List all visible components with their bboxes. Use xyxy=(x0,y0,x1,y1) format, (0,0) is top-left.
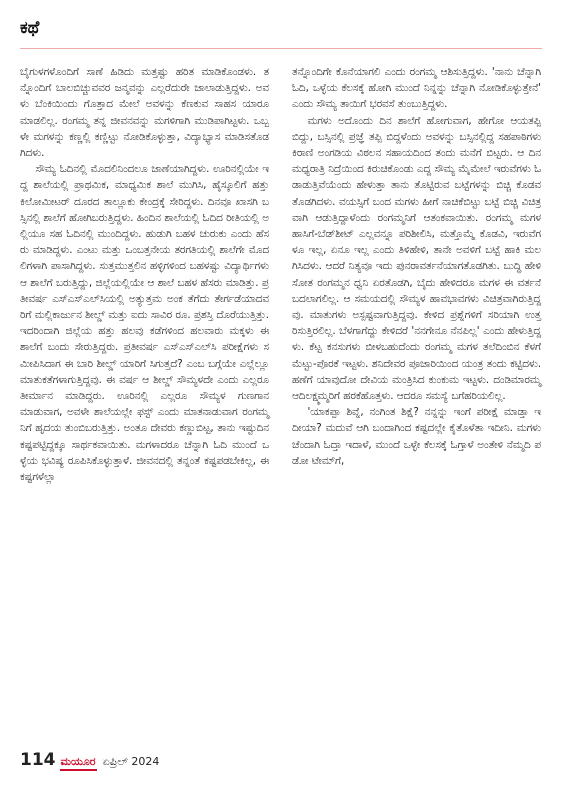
paragraph: ಸೌಮ್ಯ ಓದಿನಲ್ಲಿ ಮೊದಲಿನಿಂದಲೂ ಜಾಣೆಯಾಗಿದ್ದಳು. ಊರಿನಲ್ಲಿಯೇ ಇದ್ದ ಶಾಲೆಯಲ್ಲಿ ಪ್ರಾಥಮಿಕ, ಮಾಧ್ಯಮಿಕ ಶಾಲೆ ಮುಗಿಸಿ, ಹೈಸ್ಕೂಲಿಗೆ ಹತ್ತು ಕಿಲೋಮೀಟರ್ ದೂರದ ತಾಲ್ಲೂಕು ಕೇಂದ್ರಕ್ಕೆ ಸೇರಿದ್ದಳು. ದಿನವೂ ಖಾಸಗಿ ಬಸ್ಸಿನಲ್ಲಿ ಶಾಲೆಗೆ ಹೋಗಿಬರುತ್ತಿದ್ದಳು. ಹಿಂದಿನ ಶಾಲೆಯಲ್ಲಿ ಓದಿದ ರೀತಿಯಲ್ಲಿ ಅಲ್ಲಿಯೂ ಸಹ ಓದಿನಲ್ಲಿ ಮುಂದಿದ್ದಳು. ಹುಡುಗಿ ಬಹಳ ಚುರುಕು ಎಂದು ಹೆಸರು ಮಾಡಿದ್ದಳು. ಎಂಟು ಮತ್ತು ಒಂಬತ್ತನೇಯ ತರಗತಿಯಲ್ಲಿ ಶಾಲೆಗೇ ಮೊದಲಿಗಳಾಗಿ ಪಾಸಾಗಿದ್ದಳು. ಸುತ್ತಮುತ್ತಲಿನ ಹಳ್ಳಿಗಳಿಂದ ಬಹಳಷ್ಟು ವಿದ್ಯಾರ್ಥಿಗಳು ಆ ಶಾಲೆಗೆ ಬರುತ್ತಿದ್ದು, ಜಿಲ್ಲೆಯಲ್ಲಿಯೇ ಆ ಶಾಲೆ ಬಹಳ ಹೆಸರು ಮಾಡಿತ್ತು. ಪ್ರತೀವರ್ಷ ಎಸ್‌ಎಸ್‌ಎಲ್‌ಸಿಯಲ್ಲಿ ಅತ್ಯುತ್ತಮ ಅಂಕ ತೆಗೆದು ತೇರ್ಗಡೆಯಾದವರಿಗೆ ಮಲ್ಲಿಕಾರ್ಜುನ ಶೀಲ್ಡ್ ಮತ್ತು ಐದು ಸಾವಿರ ರೂ. ಪ್ರಶಸ್ತಿ ದೊರೆಯುತ್ತಿತ್ತು. ಇದರಿಂದಾಗಿ ಜಿಲ್ಲೆಯ ಹತ್ತು ಹಲವು ಕಡೆಗಳಿಂದ ಹಲವಾರು ಮಕ್ಕಳು ಈ ಶಾಲೆಗೆ ಬಂದು ಸೇರುತ್ತಿದ್ದರು. ಪ್ರತೀವರ್ಷ ಎಸ್‌ಎಸ್‌ಎಲ್‌ಸಿ ಪರೀಕ್ಷೆಗಳು ಸಮೀಪಿಸಿದಾಗ ಈ ಬಾರಿ ಶೀಲ್ಡ್ ಯಾರಿಗೆ ಸಿಗುತ್ತದೆ? ಎಂಬ ಬಗ್ಗೆಯೇ ಎಲ್ಲೆಲ್ಲೂ ಮಾತುಕತೆಗಳಾಗುತ್ತಿದ್ದವು. ಈ ವರ್ಷ ಆ ಶೀಲ್ಡ್ ಸೌಮ್ಯಳದೇ ಎಂದು ಎಲ್ಲರೂ ತೀರ್ಮಾನ ಮಾಡಿದ್ದರು. ಊರಿನಲ್ಲಿ ಎಲ್ಲರೂ ಸೌಮ್ಯಳ ಗುಣಗಾನ ಮಾಡುವಾಗ, ಅವಳೇ ಶಾಲೆಯಲ್ಲೇ ಫಸ್ಟ್ ಎಂದು ಮಾತನಾಡುವಾಗ ರಂಗಮ್ಮನಿಗೆ ಹೃದಯ ತುಂಬಿಬರುತ್ತಿತ್ತು. ಅಂತೂ ದೇವರು ಕಣ್ಣುಬಿಟ್ಟ, ತಾನು ಇಷ್ಟುದಿನ ಕಷ್ಟಪಟ್ಟಿದ್ದಕ್ಕೂ ಸಾರ್ಥಕವಾಯಿತು. ಮಗಳಾದರೂ ಚೆನ್ನಾಗಿ ಓದಿ ಮುಂದೆ ಒಳ್ಳೆಯ ಭವಿಷ್ಯ ರೂಪಿಸಿಕೊಳ್ಳುತ್ತಾಳೆ. ಜೀವನದಲ್ಲಿ ತನ್ನಂತೆ ಕಷ್ಟಪಡಬೇಕಿಲ್ಲ, ಈ ಕಷ್ಟಗಳೆಲ್ಲಾ xyxy=(20,163,269,484)
paragraph: ಬೈಗುಳಗಳೊಂದಿಗೆ ಸಾಣೆ ಹಿಡಿದು ಮತ್ತಷ್ಟು ಹರಿತ ಮಾಡಿಕೊಂಡಳು. ತನ್ನೊಂದಿಗೆ ಬಾಲಬಿಚ್ಚುವವರ ಜನ್ಮವನ್ನು ಎಲ್ಲರೆದುರೇ ಜಾಲಾಡುತ್ತಿದ್ದಳು. ಅವಳು ಬೆಂಕಿಯಿಂದು ಗೊತ್ತಾದ ಮೇಲೆ ಅವಳನ್ನು ಕೆಣಕುವ ಸಾಹಸ ಯಾರೂ ಮಾಡಲಿಲ್ಲ. ರಂಗಮ್ಮ ತನ್ನ ಜೀವನವನ್ನು ಮಗಳಿಗಾಗಿ ಮುಡಿಪಾಗಿಟ್ಟಳು. ಒಬ್ಬಳೇ ಮಗಳನ್ನು ಕಣ್ಣಲ್ಲಿ ಕಣ್ಣಿಟ್ಟು ನೋಡಿಕೊಳ್ಳುತ್ತಾ, ವಿದ್ಯಾಭ್ಯಾಸ ಮಾಡಿಸತೊಡಗಿದಳು. xyxy=(20,66,269,160)
section-title: ಕಥೆ xyxy=(20,18,40,38)
paragraph: 'ಯಾಕಪ್ಪಾ ಶಿವ್ನೆ, ನಂಗಿಂತ ಶಿಕ್ಷೆ? ನನ್ನನ್ನು ಇಂಗೆ ಪರೀಕ್ಷೆ ಮಾಡ್ತಾ ಇದೀಯಾ? ಮದುವೆ ಆಗಿ ಬಂದಾಗಿಂದ ಕಷ್ಟದಲ್ಲೇ ಕೈತೊಳೆತಾ ಇದೀನಿ. ಮಗಳು ಚೆಂದಾಗಿ ಓದ್ತಾ ಇದಾಳೆ, ಮುಂದೆ ಒಳ್ಳೇ ಕೆಲಸಕ್ಕೆ ಓಗ್ತಾಳೆ ಅಂತೇಳಿ ನೆಮ್ಮದಿ ಪಡೋ ಟೇಮ್‌ಗೆ, xyxy=(292,406,541,467)
issue-date: ಏಪ್ರಿಲ್ 2024 xyxy=(102,755,160,768)
paragraph: ತನ್ನೊಂದಿಗೇ ಕೊನೆಯಾಗಲಿ ಎಂದು ರಂಗಮ್ಮ ಆಶಿಸುತ್ತಿದ್ದಳು. 'ನಾನು ಚೆನ್ನಾಗಿ ಓದಿ, ಒಳ್ಳೆಯ ಕೆಲಸಕ್ಕೆ ಹೋಗಿ ಮುಂದೆ ನಿನ್ನನ್ನು ಚೆನ್ನಾಗಿ ನೋಡಿಕೊಳ್ಳುತ್ತೇನೆ' ಎಂದು ಸೌಮ್ಯ ತಾಯಿಗೆ ಭರವಸೆ ತುಂಬುತ್ತಿದ್ದಳು. xyxy=(292,66,541,111)
page-footer xyxy=(20,750,159,771)
page-number: 114 xyxy=(20,750,56,770)
right-column xyxy=(292,64,541,469)
page-header xyxy=(20,18,39,38)
left-column xyxy=(20,64,269,485)
magazine-logo: ಮಯೂರ xyxy=(60,755,97,771)
paragraph: ಮಗಳು ಅದೊಂದು ದಿನ ಶಾಲೆಗೆ ಹೋಗುವಾಗ, ಹೇಗೋ ಆಯತಪ್ಪಿ ಬಿದ್ದು, ಬಸ್ಸಿನಲ್ಲಿ ಪ್ರಜ್ಞೆ ತಪ್ಪಿ ಬಿದ್ದಳೆಂದು ಅವಳನ್ನು ಬಸ್ಸಿನಲ್ಲಿದ್ದ ಸಹಪಾಠಿಗಳು ಕಿರಾಣಿ ಅಂಗಡಿಯ ವಿಠಲನ ಸಹಾಯದಿಂದ ತಂದು ಮನೆಗೆ ಬಿಟ್ಟರು. ಆ ದಿನ ಮಧ್ಯರಾತ್ರಿ ನಿದ್ರೆಯಿಂದ ಕಿರುಚಿಕೊಂಡು ಎದ್ದ ಸೌಮ್ಯ ಮೈಮೇಲೆ ಇರುವೆಗಳು ಓಡಾಡುತ್ತಿವೆಯೆಂದು ಹೇಳುತ್ತಾ ತಾನು ತೊಟ್ಟಿರುವ ಬಟ್ಟೆಗಳನ್ನು ಬಿಚ್ಚಿ ಕೊಡವತೊಡಗಿದಳು. ವಯಸ್ಸಿಗೆ ಬಂದ ಮಗಳು ಹೀಗೆ ನಾಚಿಕೆಬಿಟ್ಟು ಬಟ್ಟೆ ಬಿಚ್ಚಿ ವಿಚಿತ್ರವಾಗಿ ಆಡುತ್ತಿದ್ದಾಳೆಂದು ರಂಗಮ್ಮನಿಗೆ ಆತಂಕವಾಯಿತು. ರಂಗಮ್ಮ ಮಗಳ ಹಾಸಿಗೆ-ಬೆಡ್‌ಶೀಟ್ ಎಲ್ಲವನ್ನೂ ಪರಿಶೀಲಿಸಿ, ಮತ್ತೊಮ್ಮೆ ಕೊಡವಿ, ಇರುವೆಗಳೂ ಇಲ್ಲ, ಏನೂ ಇಲ್ಲ ಎಂದು ತಿಳಿಹೇಳಿ, ತಾನೇ ಅವಳಿಗೆ ಬಟ್ಟೆ ಹಾಕಿ ಮಲಗಿಸಿದಳು. ಆದರೆ ನಿತ್ಯವೂ ಇದು ಪುನರಾವರ್ತನೆಯಾಗತೊಡಗಿತು. ಬುದ್ಧಿ ಹೇಳಿ ಸೋತ ರಂಗಮ್ಮನ ಧ್ವನಿ ಏರತೊಡಗಿ, ಬೈದು ಹೇಳಿದರೂ ಮಗಳ ಈ ವರ್ತನೆ ಬದಲಾಗಲಿಲ್ಲ. ಆ ಸಮಯದಲ್ಲಿ ಸೌಮ್ಯಳ ಹಾವಭಾವಗಳು ವಿಚಿತ್ರವಾಗಿರುತ್ತಿದ್ದವು. ಮಾತುಗಳು ಅಸ್ಪಷ್ಟವಾಗುತ್ತಿದ್ದವು. ಕೇಳಿದ ಪ್ರಶ್ನೆಗಳಿಗೆ ಸರಿಯಾಗಿ ಉತ್ತರಿಸುತ್ತಿರಲಿಲ್ಲ. ಬೆಳಗಾಗೆದ್ದು ಕೇಳಿದರೆ 'ನನಗೇನೂ ನೆನಪಿಲ್ಲ' ಎಂದು ಹೇಳುತ್ತಿದ್ದಳು. ಕೆಟ್ಟ ಕನಸುಗಳು ಬೀಳಬಹುದೆಂದು ರಂಗಮ್ಮ ಮಗಳ ತಲೆದಿಂಬಿನ ಕೆಳಗೆ ಮೆಟ್ಟು-ಪೊರಕೆ ಇಟ್ಟಳು. ಶನಿದೇವರ ಪೂಜಾರಿಯಿಂದ ಯಂತ್ರ ತಂದು ಕಟ್ಟಿದಳು. ಹಣೆಗೆ ಯಾವುದೋ ದೇವಿಯ ಮಂತ್ರಿಸಿದ ಕುಂಕುಮ ಇಟ್ಟಳು. ದಂಡಿಮಾರಮ್ಮ ಆದಿಲಕ್ಷ್ಮಮ್ಮರಿಗೆ ಹರಕೆಹೊತ್ತಳು. ಆದರೂ ಸಮಸ್ಯೆ ಬಗೆಹರಿಯಲಿಲ್ಲ. xyxy=(292,114,541,403)
header-divider xyxy=(20,48,542,49)
